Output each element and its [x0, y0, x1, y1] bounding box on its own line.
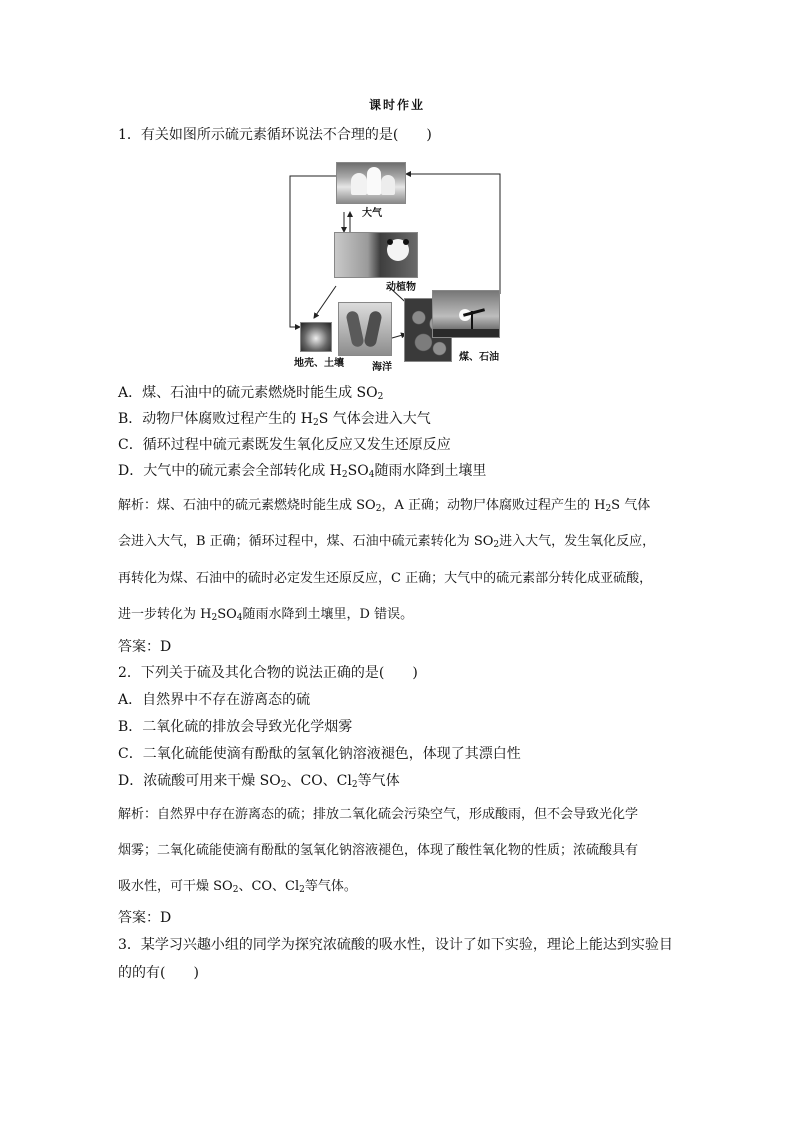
q1-option-b: B．动物尸体腐败过程产生的 $H_2S$ 气体会进入大气: [118, 411, 431, 428]
oil-field-image: [432, 290, 500, 338]
q2-option-b: B．二氧化硫的排放会导致光化学烟雾: [118, 719, 353, 735]
arrow-fuel-to-atmosphere: [406, 174, 500, 294]
q2-option-a: A．自然界中不存在游离态的硫: [118, 692, 311, 708]
organisms-image: [334, 232, 418, 278]
q2-solution-line-3: 吸水性，可干燥 $SO_2$、CO、$Cl_2$等气体。: [118, 879, 357, 895]
q1-solution-line-1: 解析：煤、石油中的硫元素燃烧时能生成 $SO_2$，A 正确；动物尸体腐败过程产生的 $H_2S$ 气体: [118, 498, 651, 514]
page-title: 课时作业: [368, 98, 425, 112]
q2-option-d: D．浓硫酸可用来干燥 $SO_2$、CO、$Cl_2$等气体: [118, 773, 400, 790]
sulfur-cycle-diagram: [288, 162, 512, 376]
ocean-image: [338, 302, 392, 356]
crust-image: [300, 322, 332, 352]
arrow-organisms-to-crust: [314, 286, 336, 318]
q2-solution-line-1: 解析：自然界中存在游离态的硫；排放二氧化硫会污染空气，形成酸雨，但不会导致光化学: [118, 807, 639, 822]
q1-solution-line-4: 进一步转化为 $H_2SO_4$随雨水降到土壤里，D 错误。: [118, 607, 414, 623]
atmosphere-image: [336, 162, 406, 204]
q1-solution-line-2: 会进入大气，B 正确；循环过程中，煤、石油中硫元素转化为 $SO_2$进入大气，发生氧化反应，: [118, 534, 656, 550]
question-3-stem-line-2: 的的有( ): [118, 965, 199, 981]
question-2-stem: 2．下列关于硫及其化合物的说法正确的是( ): [118, 665, 418, 681]
q1-option-c: C．循环过程中硫元素既发生氧化反应又发生还原反应: [118, 437, 451, 453]
q1-option-a: A．煤、石油中的硫元素燃烧时能生成 $SO_2$: [118, 385, 384, 402]
q1-answer: 答案：D: [118, 639, 172, 655]
label-fuel: 煤、石油: [458, 348, 500, 363]
q1-solution-line-3: 再转化为煤、石油中的硫时必定发生还原反应，C 正确；大气中的硫元素部分转化成亚硫酸，: [118, 571, 653, 586]
q2-solution-line-2: 烟雾；二氧化硫能使滴有酚酞的氢氧化钠溶液褪色，体现了酸性氧化物的性质；浓硫酸具有: [118, 843, 639, 858]
label-atmosphere: 大气: [362, 208, 382, 219]
label-organisms: 动植物: [386, 282, 416, 293]
label-ocean: 海洋: [372, 362, 392, 373]
question-3-stem-line-1: 3．某学习兴趣小组的同学为探究浓硫酸的吸水性，设计了如下实验，理论上能达到实验目: [118, 937, 673, 953]
question-1-stem: 1．有关如图所示硫元素循环说法不合理的是( ): [118, 127, 432, 143]
label-crust: 地壳、土壤: [294, 358, 344, 369]
q2-answer: 答案：D: [118, 910, 172, 926]
q1-option-d: D．大气中的硫元素会全部转化成 $H_2SO_4$随雨水降到土壤里: [118, 463, 487, 480]
q2-option-c: C．二氧化硫能使滴有酚酞的氢氧化钠溶液褪色，体现了其漂白性: [118, 746, 521, 762]
